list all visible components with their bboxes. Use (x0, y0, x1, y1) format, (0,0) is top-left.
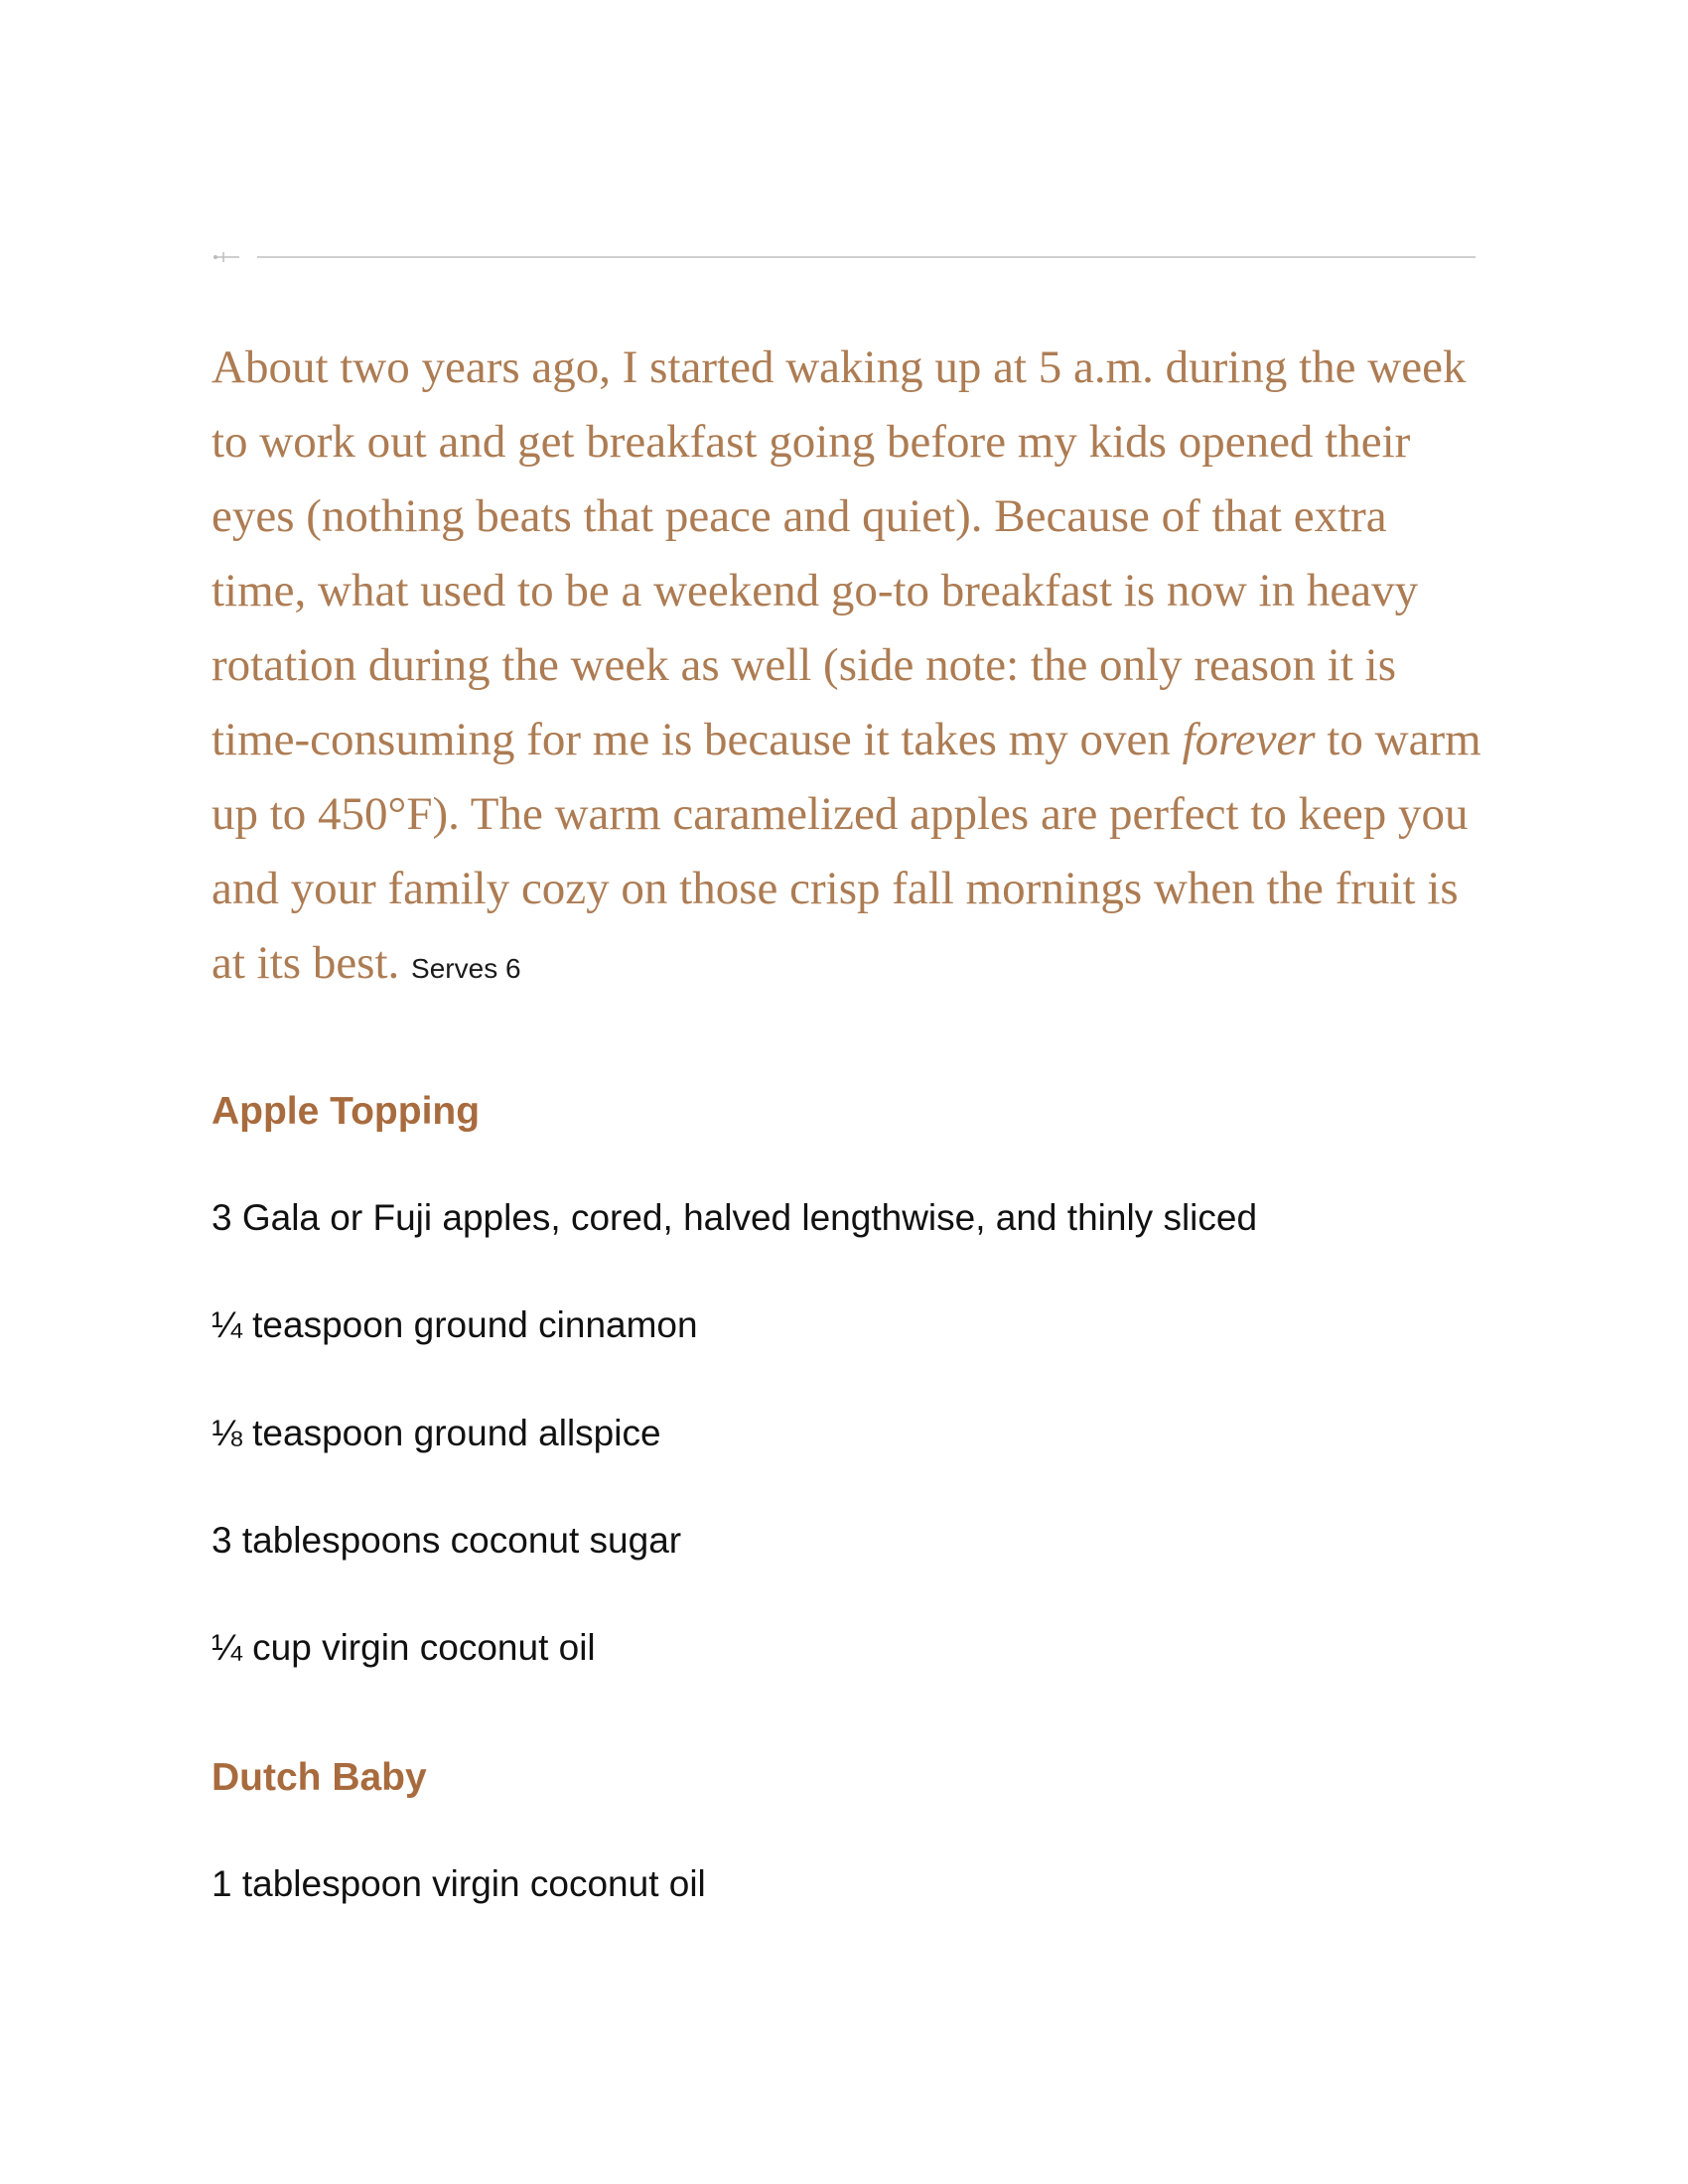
recipe-intro (211, 331, 1492, 1006)
intro-text-continued: to warm up to 450°F). The warm caramelized apples are perfect to keep you and your family cozy on those crisp fall mornings when the fruit is at its best. (211, 714, 1481, 989)
ingredient-item: 3 Gala or Fuji apples, cored, halved lengthwise, and thinly sliced (211, 1197, 1258, 1238)
ingredient-item: 1 tablespoon virgin coconut oil (211, 1863, 706, 1904)
section-divider (211, 250, 1476, 264)
apple-topping-heading: Apple Topping (211, 1090, 481, 1133)
dutch-baby-heading: Dutch Baby (211, 1756, 427, 1799)
ingredient-item: ¼ cup virgin coconut oil (211, 1627, 596, 1668)
ingredient-item: ¼ teaspoon ground cinnamon (211, 1304, 698, 1345)
intro-emphasis: forever (1182, 714, 1316, 765)
intro-text: About two years ago, I started waking up at 5 a.m. during the week to work out and get breakfast going before my kids opened their eyes (nothing beats that peace and quiet). Because of that extra time, what used to be a weekend go-to breakfast is now in heavy rotation during the week as well (side note: the only reason it is time-consuming for me is because it takes my oven (211, 341, 1467, 765)
ingredient-item: 3 tablespoons coconut sugar (211, 1520, 682, 1561)
ingredient-item: ⅛ teaspoon ground allspice (211, 1413, 661, 1453)
fleuron-icon (211, 250, 241, 264)
divider-rule (257, 256, 1476, 258)
servings-label: Serves 6 (411, 953, 521, 984)
